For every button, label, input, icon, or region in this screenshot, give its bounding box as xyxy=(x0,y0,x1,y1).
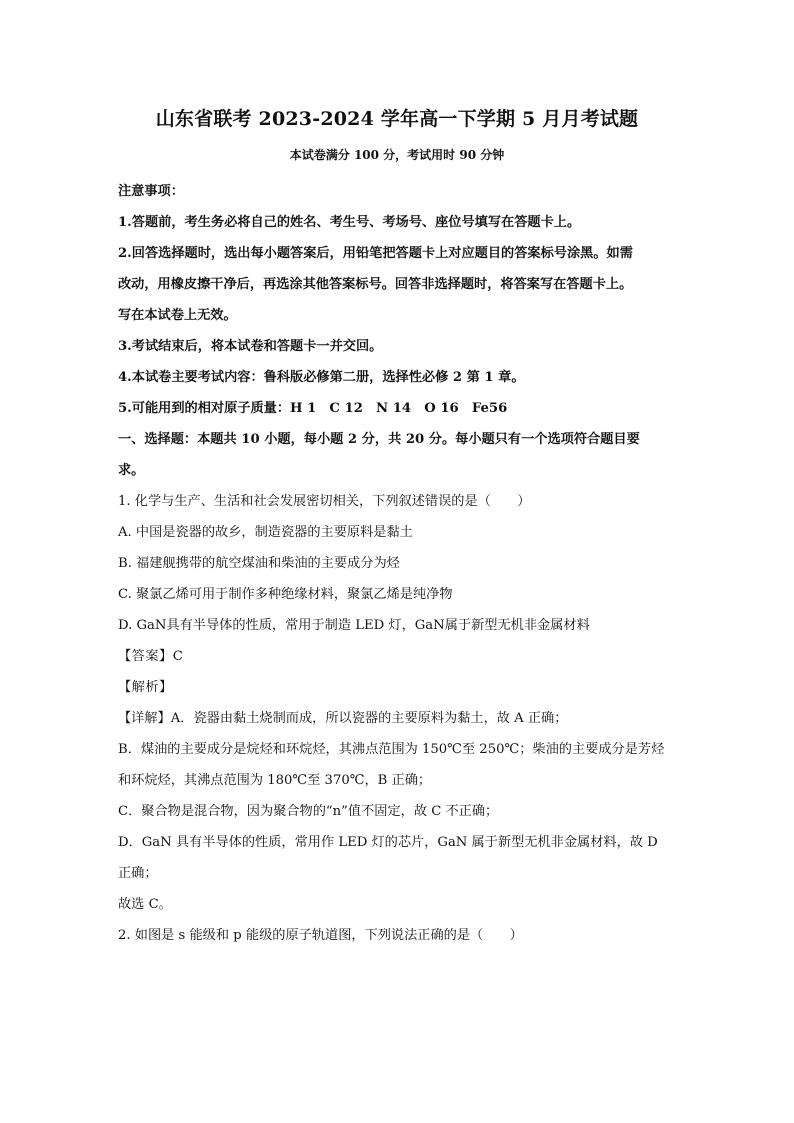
notice-item-1: 1.答题前，考生务必将自己的姓名、考生号、考场号、座位号填写在答题卡上。 xyxy=(118,215,581,230)
notice-item-4: 4.本试卷主要考试内容：鲁科版必修第二册，选择性必修 2 第 1 章。 xyxy=(118,370,525,385)
notice-item-3: 3.考试结束后，将本试卷和答题卡一并交回。 xyxy=(118,339,383,354)
question-1-option-b: B. 福建舰携带的航空煤油和柴油的主要成分为烃 xyxy=(118,556,400,571)
notice-heading: 注意事项： xyxy=(118,184,184,199)
question-1-option-d: D. GaN具有半导体的性质，常用于制造 LED 灯，GaN属于新型无机非金属材料 xyxy=(118,618,590,633)
question-1-detail-d: D．GaN 具有半导体的性质，常用作 LED 灯的芯片，GaN 属于新型无机非金属材料，故 D xyxy=(118,835,658,850)
question-1-option-a: A. 中国是瓷器的故乡，制造瓷器的主要原料是黏土 xyxy=(118,525,413,540)
question-1-detail-a: 【详解】A．瓷器由黏土烧制而成，所以瓷器的主要原料为黏土，故 A 正确； xyxy=(118,711,568,726)
notice-item-2: 2.回答选择题时，选出每小题答案后，用铅笔把答题卡上对应题目的答案标号涂黑。如需 xyxy=(118,246,633,261)
exam-body xyxy=(118,176,678,951)
question-1-detail-b: B．煤油的主要成分是烷烃和环烷烃，其沸点范围为 150℃至 250℃；柴油的主要成分是芳烃 xyxy=(118,742,665,757)
section-heading-cont: 求。 xyxy=(118,463,145,478)
question-1-analysis-tag: 【解析】 xyxy=(118,680,173,695)
question-1-conclusion: 故选 C。 xyxy=(118,897,172,912)
notice-item-5: 5.可能用到的相对原子质量：H 1 C 12 N 14 O 16 Fe56 xyxy=(118,401,508,416)
question-1-stem: 1. 化学与生产、生活和社会发展密切相关，下列叙述错误的是（ ） xyxy=(118,494,531,509)
question-1-detail-c: C．聚合物是混合物，因为聚合物的“n”值不固定，故 C 不正确； xyxy=(118,804,499,819)
question-1-detail-b-cont: 和环烷烃，其沸点范围为 180℃至 370℃，B 正确； xyxy=(118,773,432,788)
exam-title: 山东省联考 2023-2024 学年高一下学期 5 月月考试题 xyxy=(155,108,639,130)
notice-item-2-end: 写在本试卷上无效。 xyxy=(118,308,237,323)
exam-subtitle: 本试卷满分 100 分，考试用时 90 分钟 xyxy=(289,148,505,162)
question-1-detail-d-cont: 正确； xyxy=(118,866,158,881)
question-1-answer: 【答案】C xyxy=(118,649,184,664)
question-1-option-c: C. 聚氯乙烯可用于制作多种绝缘材料，聚氯乙烯是纯净物 xyxy=(118,587,453,602)
notice-item-2-cont: 改动，用橡皮擦干净后，再选涂其他答案标号。回答非选择题时，将答案写在答题卡上。 xyxy=(118,277,633,292)
question-2-stem: 2. 如图是 s 能级和 p 能级的原子轨道图，下列说法正确的是（ ） xyxy=(118,928,523,943)
section-heading: 一、选择题：本题共 10 小题，每小题 2 分，共 20 分。每小题只有一个选项符合题目要 xyxy=(118,432,640,447)
